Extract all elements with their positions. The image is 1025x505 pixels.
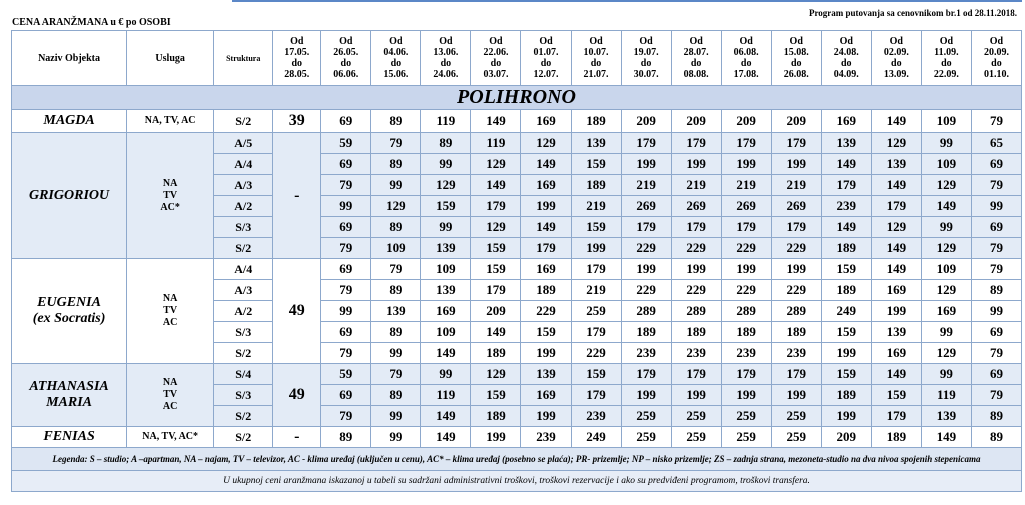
price-note: U ukupnoj ceni aranžmana iskazanoj u tabeli su sadržani administrativni troškovi, troškovi rezervacije i ako su predviđeni programom, troškovi transfera.: [12, 471, 1022, 492]
price-cell: 129: [471, 364, 521, 385]
price-cell: 259: [571, 301, 621, 322]
price-cell: 179: [571, 322, 621, 343]
price-cell: 229: [771, 280, 821, 301]
price-cell: 289: [721, 301, 771, 322]
price-cell: 129: [871, 133, 921, 154]
price-cell: 109: [921, 259, 971, 280]
period-header: Od 10.07. do 21.07.: [571, 31, 621, 86]
structure-cell: A/2: [214, 301, 273, 322]
price-cell: 149: [471, 322, 521, 343]
price-cell: 69: [321, 259, 371, 280]
price-cell: 259: [671, 406, 721, 427]
price-cell: 99: [421, 154, 471, 175]
price-cell: 209: [721, 110, 771, 133]
price-cell: 99: [371, 406, 421, 427]
price-cell: 89: [321, 427, 371, 448]
price-cell: 159: [821, 364, 871, 385]
section-row: [12, 86, 1022, 110]
price-cell: 229: [671, 280, 721, 301]
price-cell: 239: [671, 343, 721, 364]
price-cell: 69: [971, 322, 1021, 343]
price-cell: 79: [971, 259, 1021, 280]
service-cell: NA TV AC*: [127, 133, 214, 259]
col-usluga-header: Usluga: [127, 31, 214, 86]
period-header: Od 26.05. do 06.06.: [321, 31, 371, 86]
price-cell: 199: [721, 154, 771, 175]
structure-cell: S/3: [214, 385, 273, 406]
structure-cell: A/5: [214, 133, 273, 154]
price-cell: 99: [921, 322, 971, 343]
price-cell: 149: [871, 259, 921, 280]
price-cell: 199: [471, 427, 521, 448]
price-cell: 139: [871, 322, 921, 343]
price-cell: 259: [671, 427, 721, 448]
price-cell: 179: [671, 364, 721, 385]
period-header: Od 11.09. do 22.09.: [921, 31, 971, 86]
program-reference: Program putovanja sa cenovnikom br.1 od 28.11.2018.: [808, 8, 1017, 18]
first-period-price: 49: [273, 364, 321, 427]
price-cell: 129: [471, 217, 521, 238]
price-cell: 59: [321, 364, 371, 385]
price-cell: 79: [321, 280, 371, 301]
price-cell: 69: [971, 217, 1021, 238]
first-period-price: 49: [273, 259, 321, 364]
price-cell: 269: [721, 196, 771, 217]
header-row: [12, 31, 1022, 86]
table-row: [12, 110, 1022, 133]
price-cell: 89: [971, 427, 1021, 448]
price-cell: 129: [371, 196, 421, 217]
price-cell: 179: [571, 385, 621, 406]
price-cell: 159: [471, 385, 521, 406]
price-cell: 179: [471, 196, 521, 217]
table-row: [12, 427, 1022, 448]
price-cell: 89: [371, 154, 421, 175]
price-cell: 229: [771, 238, 821, 259]
price-cell: 79: [371, 133, 421, 154]
price-cell: 209: [821, 427, 871, 448]
price-cell: 99: [921, 133, 971, 154]
price-cell: 149: [871, 175, 921, 196]
price-cell: 159: [521, 322, 571, 343]
price-cell: 149: [871, 238, 921, 259]
price-cell: 69: [321, 217, 371, 238]
price-cell: 139: [921, 406, 971, 427]
price-cell: 149: [521, 154, 571, 175]
price-cell: 79: [321, 238, 371, 259]
price-cell: 99: [921, 217, 971, 238]
price-cell: 99: [971, 196, 1021, 217]
price-cell: 89: [371, 217, 421, 238]
service-cell: NA, TV, AC*: [127, 427, 214, 448]
price-cell: 289: [671, 301, 721, 322]
price-caption: CENA ARANŽMANA u € po OSOBI: [12, 17, 171, 28]
price-cell: 79: [321, 175, 371, 196]
price-cell: 189: [471, 406, 521, 427]
price-cell: 169: [871, 343, 921, 364]
structure-cell: S/4: [214, 364, 273, 385]
table-row: [12, 364, 1022, 385]
price-cell: 229: [671, 238, 721, 259]
price-cell: 69: [321, 154, 371, 175]
price-cell: 199: [771, 385, 821, 406]
price-cell: 69: [321, 385, 371, 406]
price-cell: 79: [971, 238, 1021, 259]
structure-cell: A/4: [214, 154, 273, 175]
price-cell: 199: [721, 385, 771, 406]
price-cell: 199: [871, 301, 921, 322]
price-cell: 159: [571, 217, 621, 238]
price-cell: 149: [421, 343, 471, 364]
price-cell: 149: [921, 196, 971, 217]
price-cell: 179: [521, 238, 571, 259]
price-cell: 179: [621, 217, 671, 238]
price-cell: 189: [771, 322, 821, 343]
price-cell: 89: [371, 110, 421, 133]
price-cell: 259: [721, 406, 771, 427]
price-cell: 109: [371, 238, 421, 259]
col-struktura-header: Struktura: [214, 31, 273, 86]
service-cell: NA, TV, AC: [127, 110, 214, 133]
price-cell: 79: [371, 259, 421, 280]
period-header: Od 22.06. do 03.07.: [471, 31, 521, 86]
hotel-name: GRIGORIOU: [12, 133, 127, 259]
price-cell: 79: [971, 343, 1021, 364]
price-cell: 99: [921, 364, 971, 385]
price-cell: 179: [471, 280, 521, 301]
price-cell: 259: [771, 427, 821, 448]
price-cell: 199: [521, 196, 571, 217]
price-cell: 109: [921, 110, 971, 133]
price-cell: 169: [521, 175, 571, 196]
price-cell: 229: [721, 280, 771, 301]
price-cell: 239: [571, 406, 621, 427]
period-header: Od 24.08. do 04.09.: [821, 31, 871, 86]
price-cell: 199: [621, 154, 671, 175]
price-cell: 69: [321, 322, 371, 343]
price-cell: 239: [521, 427, 571, 448]
price-cell: 179: [771, 217, 821, 238]
section-title: POLIHRONO: [12, 86, 1022, 110]
price-cell: 99: [421, 217, 471, 238]
price-cell: 129: [921, 280, 971, 301]
price-cell: 79: [371, 364, 421, 385]
price-cell: 119: [471, 133, 521, 154]
price-cell: 189: [821, 385, 871, 406]
structure-cell: A/2: [214, 196, 273, 217]
first-period-price: 39: [273, 110, 321, 133]
price-cell: 99: [321, 301, 371, 322]
service-cell: NA TV AC: [127, 364, 214, 427]
price-cell: 149: [921, 427, 971, 448]
price-cell: 169: [521, 110, 571, 133]
price-cell: 109: [921, 154, 971, 175]
price-cell: 189: [821, 238, 871, 259]
price-cell: 209: [471, 301, 521, 322]
price-cell: 79: [321, 343, 371, 364]
price-cell: 189: [621, 322, 671, 343]
legend-text: Legenda: S – studio; A –apartman, NA – najam, TV – televizor, AC - klima uređaj (uključen u cenu), AC* – klima uređaj (posebno se plaća); PR- prizemlje; NP – nisko prizemlje; ZS – zadnja strana, mezoneta-studio na dva nivoa spojenih stepenicama: [12, 448, 1022, 471]
period-header: Od 04.06. do 15.06.: [371, 31, 421, 86]
price-cell: 159: [821, 259, 871, 280]
legend-row: [12, 448, 1022, 471]
price-cell: 219: [621, 175, 671, 196]
price-cell: 89: [421, 133, 471, 154]
price-cell: 149: [821, 154, 871, 175]
price-cell: 219: [571, 196, 621, 217]
price-cell: 199: [771, 259, 821, 280]
price-cell: 89: [371, 280, 421, 301]
price-cell: 139: [521, 364, 571, 385]
price-cell: 169: [821, 110, 871, 133]
price-cell: 169: [521, 259, 571, 280]
first-period-price: -: [273, 133, 321, 259]
price-cell: 159: [871, 385, 921, 406]
price-cell: 199: [671, 154, 721, 175]
structure-cell: A/4: [214, 259, 273, 280]
price-cell: 239: [621, 343, 671, 364]
price-table: [11, 30, 1022, 492]
first-period-price: -: [273, 427, 321, 448]
price-cell: 199: [671, 259, 721, 280]
price-cell: 199: [571, 238, 621, 259]
price-cell: 149: [521, 217, 571, 238]
price-cell: 269: [621, 196, 671, 217]
price-cell: 109: [421, 259, 471, 280]
structure-cell: S/2: [214, 427, 273, 448]
price-cell: 69: [971, 364, 1021, 385]
hotel-name: EUGENIA (ex Socratis): [12, 259, 127, 364]
price-cell: 189: [671, 322, 721, 343]
price-cell: 129: [521, 133, 571, 154]
period-header: Od 19.07. do 30.07.: [621, 31, 671, 86]
price-cell: 219: [671, 175, 721, 196]
price-cell: 159: [571, 154, 621, 175]
structure-cell: S/2: [214, 406, 273, 427]
price-cell: 219: [771, 175, 821, 196]
price-cell: 199: [621, 259, 671, 280]
price-cell: 179: [721, 364, 771, 385]
price-cell: 199: [521, 406, 571, 427]
price-cell: 199: [671, 385, 721, 406]
price-cell: 129: [921, 238, 971, 259]
price-cell: 229: [721, 238, 771, 259]
price-cell: 179: [571, 259, 621, 280]
price-cell: 139: [871, 154, 921, 175]
price-cell: 99: [371, 343, 421, 364]
price-cell: 189: [871, 427, 921, 448]
period-header: Od 17.05. do 28.05.: [273, 31, 321, 86]
price-cell: 179: [621, 133, 671, 154]
price-cell: 149: [421, 427, 471, 448]
price-cell: 189: [721, 322, 771, 343]
table-row: [12, 133, 1022, 154]
structure-cell: S/3: [214, 217, 273, 238]
price-cell: 179: [771, 133, 821, 154]
price-cell: 79: [971, 385, 1021, 406]
price-cell: 219: [571, 280, 621, 301]
price-cell: 199: [521, 343, 571, 364]
price-cell: 219: [721, 175, 771, 196]
price-cell: 169: [521, 385, 571, 406]
price-cell: 159: [471, 259, 521, 280]
price-cell: 229: [571, 343, 621, 364]
price-cell: 199: [721, 259, 771, 280]
price-cell: 119: [421, 110, 471, 133]
price-cell: 249: [821, 301, 871, 322]
price-cell: 249: [571, 427, 621, 448]
price-cell: 289: [771, 301, 821, 322]
price-cell: 179: [671, 133, 721, 154]
structure-cell: S/3: [214, 322, 273, 343]
period-header: Od 28.07. do 08.08.: [671, 31, 721, 86]
price-cell: 189: [821, 280, 871, 301]
service-cell: NA TV AC: [127, 259, 214, 364]
price-cell: 89: [371, 322, 421, 343]
price-cell: 259: [721, 427, 771, 448]
price-cell: 179: [821, 175, 871, 196]
price-cell: 79: [971, 175, 1021, 196]
price-cell: 169: [921, 301, 971, 322]
price-cell: 89: [971, 406, 1021, 427]
price-cell: 179: [871, 406, 921, 427]
price-cell: 149: [871, 364, 921, 385]
price-cell: 139: [821, 133, 871, 154]
price-table-body: [12, 86, 1022, 492]
price-cell: 179: [721, 217, 771, 238]
price-cell: 149: [471, 110, 521, 133]
price-cell: 229: [521, 301, 571, 322]
price-cell: 65: [971, 133, 1021, 154]
period-header: Od 01.07. do 12.07.: [521, 31, 571, 86]
structure-cell: A/3: [214, 280, 273, 301]
price-cell: 209: [771, 110, 821, 133]
price-cell: 119: [421, 385, 471, 406]
price-cell: 239: [721, 343, 771, 364]
price-cell: 189: [471, 343, 521, 364]
price-cell: 229: [621, 238, 671, 259]
price-cell: 69: [971, 154, 1021, 175]
price-cell: 239: [821, 196, 871, 217]
price-cell: 199: [821, 406, 871, 427]
price-cell: 169: [421, 301, 471, 322]
price-cell: 189: [571, 175, 621, 196]
structure-cell: S/2: [214, 343, 273, 364]
price-cell: 109: [421, 322, 471, 343]
price-cell: 149: [871, 110, 921, 133]
period-header: Od 06.08. do 17.08.: [721, 31, 771, 86]
price-cell: 269: [771, 196, 821, 217]
price-cell: 129: [471, 154, 521, 175]
period-header: Od 15.08. do 26.08.: [771, 31, 821, 86]
price-cell: 259: [621, 406, 671, 427]
price-cell: 209: [671, 110, 721, 133]
price-cell: 99: [421, 364, 471, 385]
price-cell: 149: [421, 406, 471, 427]
price-cell: 119: [921, 385, 971, 406]
price-cell: 129: [871, 217, 921, 238]
price-cell: 169: [871, 280, 921, 301]
price-cell: 199: [771, 154, 821, 175]
price-cell: 99: [971, 301, 1021, 322]
price-cell: 59: [321, 133, 371, 154]
price-cell: 129: [921, 175, 971, 196]
price-cell: 99: [321, 196, 371, 217]
price-cell: 69: [321, 110, 371, 133]
price-cell: 149: [821, 217, 871, 238]
price-cell: 179: [621, 364, 671, 385]
price-cell: 189: [571, 110, 621, 133]
price-cell: 199: [821, 343, 871, 364]
price-cell: 259: [621, 427, 671, 448]
price-cell: 159: [821, 322, 871, 343]
price-cell: 129: [421, 175, 471, 196]
price-cell: 159: [571, 364, 621, 385]
hotel-name: ATHANASIA MARIA: [12, 364, 127, 427]
table-row: [12, 259, 1022, 280]
price-cell: 179: [721, 133, 771, 154]
price-cell: 229: [621, 280, 671, 301]
price-cell: 89: [971, 280, 1021, 301]
price-cell: 179: [871, 196, 921, 217]
price-cell: 289: [621, 301, 671, 322]
price-cell: 99: [371, 427, 421, 448]
price-cell: 159: [471, 238, 521, 259]
price-cell: 139: [421, 280, 471, 301]
price-cell: 79: [971, 110, 1021, 133]
structure-cell: A/3: [214, 175, 273, 196]
col-naziv-header: Naziv Objekta: [12, 31, 127, 86]
hotel-name: FENIAS: [12, 427, 127, 448]
price-cell: 269: [671, 196, 721, 217]
period-header: Od 02.09. do 13.09.: [871, 31, 921, 86]
price-cell: 149: [471, 175, 521, 196]
structure-cell: S/2: [214, 238, 273, 259]
hotel-name: MAGDA: [12, 110, 127, 133]
price-cell: 199: [621, 385, 671, 406]
price-cell: 129: [921, 343, 971, 364]
price-cell: 239: [771, 343, 821, 364]
note-row: [12, 471, 1022, 492]
period-header: Od 20.09. do 01.10.: [971, 31, 1021, 86]
price-cell: 159: [421, 196, 471, 217]
price-cell: 89: [371, 385, 421, 406]
price-cell: 209: [621, 110, 671, 133]
price-cell: 139: [421, 238, 471, 259]
price-cell: 189: [521, 280, 571, 301]
price-cell: 179: [771, 364, 821, 385]
price-cell: 139: [571, 133, 621, 154]
structure-cell: S/2: [214, 110, 273, 133]
price-cell: 99: [371, 175, 421, 196]
period-header: Od 13.06. do 24.06.: [421, 31, 471, 86]
price-cell: 79: [321, 406, 371, 427]
price-cell: 179: [671, 217, 721, 238]
top-rule: [232, 0, 1022, 2]
price-cell: 259: [771, 406, 821, 427]
price-cell: 139: [371, 301, 421, 322]
